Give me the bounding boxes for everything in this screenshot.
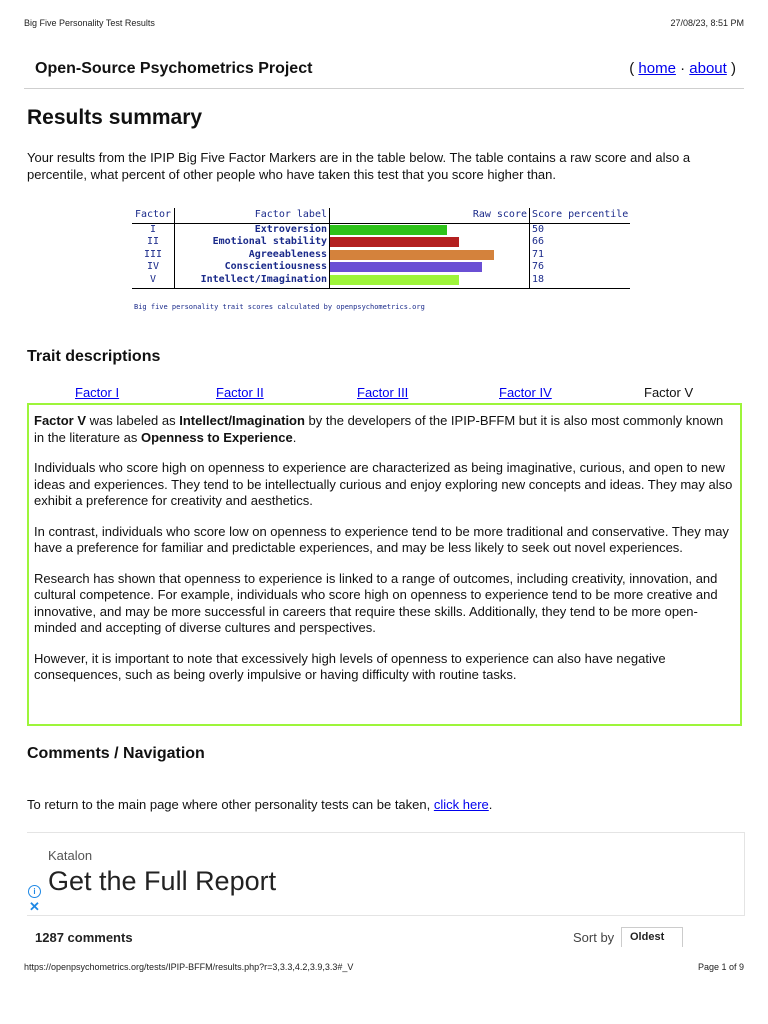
- ad-brand: Katalon: [48, 848, 93, 863]
- score-percentile: 71: [532, 248, 545, 260]
- ad-side-panel: [502, 832, 745, 916]
- ad-banner[interactable]: [27, 832, 502, 916]
- header-raw-score: Raw score: [330, 208, 530, 223]
- score-table: [132, 208, 630, 289]
- factor-description-box: [27, 403, 742, 726]
- site-nav: [629, 60, 736, 77]
- tab-factor-5[interactable]: Factor V: [644, 385, 694, 400]
- factor-paragraph-low: In contrast, individuals who score low on openness to experience tend to be more traditional and conservative. They may have a preference for familiar and predictable experiences, and may be less likely to seek out novel experiences.: [34, 523, 729, 555]
- score-table-header: [132, 208, 630, 223]
- score-bar: [330, 250, 494, 260]
- score-factor: III: [132, 249, 175, 262]
- site-header: [24, 58, 744, 89]
- score-row: [132, 261, 630, 274]
- score-bar: [330, 237, 459, 247]
- score-percentile: 76: [532, 261, 545, 272]
- print-datetime: 27/08/23, 8:51 PM: [670, 18, 744, 28]
- score-label: Emotional stability: [175, 236, 330, 249]
- print-footer: [24, 962, 744, 972]
- ad-headline[interactable]: Get the Full Report: [48, 866, 277, 896]
- sort-select[interactable]: Oldest: [621, 927, 683, 947]
- score-factor: II: [132, 236, 175, 249]
- score-factor: V: [132, 274, 175, 289]
- results-heading: Results summary: [27, 106, 203, 129]
- info-icon[interactable]: i: [28, 885, 41, 898]
- tab-factor-2[interactable]: Factor II: [216, 385, 264, 400]
- score-bar: [330, 275, 459, 285]
- score-row: [132, 236, 630, 249]
- factor-paragraph-caveat: However, it is important to note that excessively high levels of openness to experience can also have negative consequences, such as being overly impulsive or having difficulty with routine tasks.: [34, 650, 666, 682]
- score-raw-cell: [330, 274, 530, 289]
- score-row: [132, 249, 630, 262]
- score-label: Agreeableness: [175, 249, 330, 262]
- close-icon[interactable]: ✕: [29, 899, 40, 914]
- sort-label: Sort by: [573, 930, 615, 945]
- factor-intro-paragraph: Factor V was labeled as Intellect/Imagination by the developers of the IPIP-BFFM but it is also most commonly known in the literature as Openness to Experience.: [34, 413, 724, 445]
- print-url: https://openpsychometrics.org/tests/IPIP-BFFM/results.php?r=3,3.3,4.2,3.9,3.3#_V: [24, 962, 354, 972]
- home-link[interactable]: home: [638, 60, 676, 77]
- header-score-percentile: Score percentile: [530, 208, 631, 223]
- tab-factor-1[interactable]: Factor I: [75, 385, 120, 400]
- score-bar: [330, 225, 447, 235]
- print-title: Big Five Personality Test Results: [24, 18, 155, 28]
- score-raw-cell: [330, 249, 530, 262]
- score-raw-cell: [330, 261, 530, 274]
- score-bar: [330, 262, 482, 272]
- page-indicator: Page 1 of 9: [697, 962, 744, 972]
- header-factor-label: Factor label: [175, 208, 330, 223]
- score-label: Conscientiousness: [175, 261, 330, 274]
- click-here-link[interactable]: click here: [433, 797, 489, 812]
- score-percentile: 66: [532, 236, 545, 247]
- trait-descriptions-heading: Trait descriptions: [27, 348, 161, 365]
- score-factor: IV: [132, 261, 175, 274]
- comments-navigation-heading: Comments / Navigation: [27, 745, 205, 762]
- factor-paragraph-research: Research has shown that openness to experience is linked to a range of outcomes, including creativity, innovation, and cultural competence. For example, individuals who score high on openness to experience tend to be more creative and innovative, and may be more successful in careers that require these skills. Additionally, they tend to be more open-minded and accepting of diverse cultures and perspectives.: [34, 570, 718, 635]
- table-caption: Big five personality trait scores calculated by openpsychometrics.org: [134, 303, 425, 311]
- score-percentile: 50: [532, 223, 545, 235]
- score-row: [132, 223, 630, 236]
- score-percentile: 18: [530, 274, 631, 289]
- about-link[interactable]: about: [689, 60, 727, 77]
- nav-close-paren: ): [731, 60, 736, 77]
- score-factor: I: [132, 223, 175, 236]
- score-raw-cell: [330, 236, 530, 249]
- results-intro: Your results from the IPIP Big Five Factor Markers are in the table below. The table contains a raw score and also a percentile, what percent of other people who have taken this test that you score higher than.: [27, 150, 691, 182]
- score-label: Extroversion: [175, 223, 330, 236]
- header-factor: Factor: [132, 208, 175, 223]
- factor-tabs: [27, 385, 739, 403]
- score-row: [132, 274, 630, 289]
- tab-factor-4[interactable]: Factor IV: [499, 385, 552, 400]
- nav-open-paren: (: [629, 60, 635, 77]
- score-label: Intellect/Imagination: [175, 274, 330, 289]
- print-header: [24, 18, 744, 28]
- factor-paragraph-high: Individuals who score high on openness to experience are characterized as being imaginative, curious, and open to new ideas and experiences. They tend to be intellectually curious and enjoy exploring new concepts and ideas. They may also exhibit a preference for creativity and aesthetics.: [34, 460, 733, 508]
- site-title: Open-Source Psychometrics Project: [35, 60, 313, 77]
- score-raw-cell: [330, 223, 530, 236]
- comments-count: 1287 comments: [35, 930, 133, 945]
- tab-factor-3[interactable]: Factor III: [357, 385, 409, 400]
- nav-separator: ·: [680, 60, 686, 77]
- return-main-text: To return to the main page where other personality tests can be taken, click here.: [27, 797, 493, 812]
